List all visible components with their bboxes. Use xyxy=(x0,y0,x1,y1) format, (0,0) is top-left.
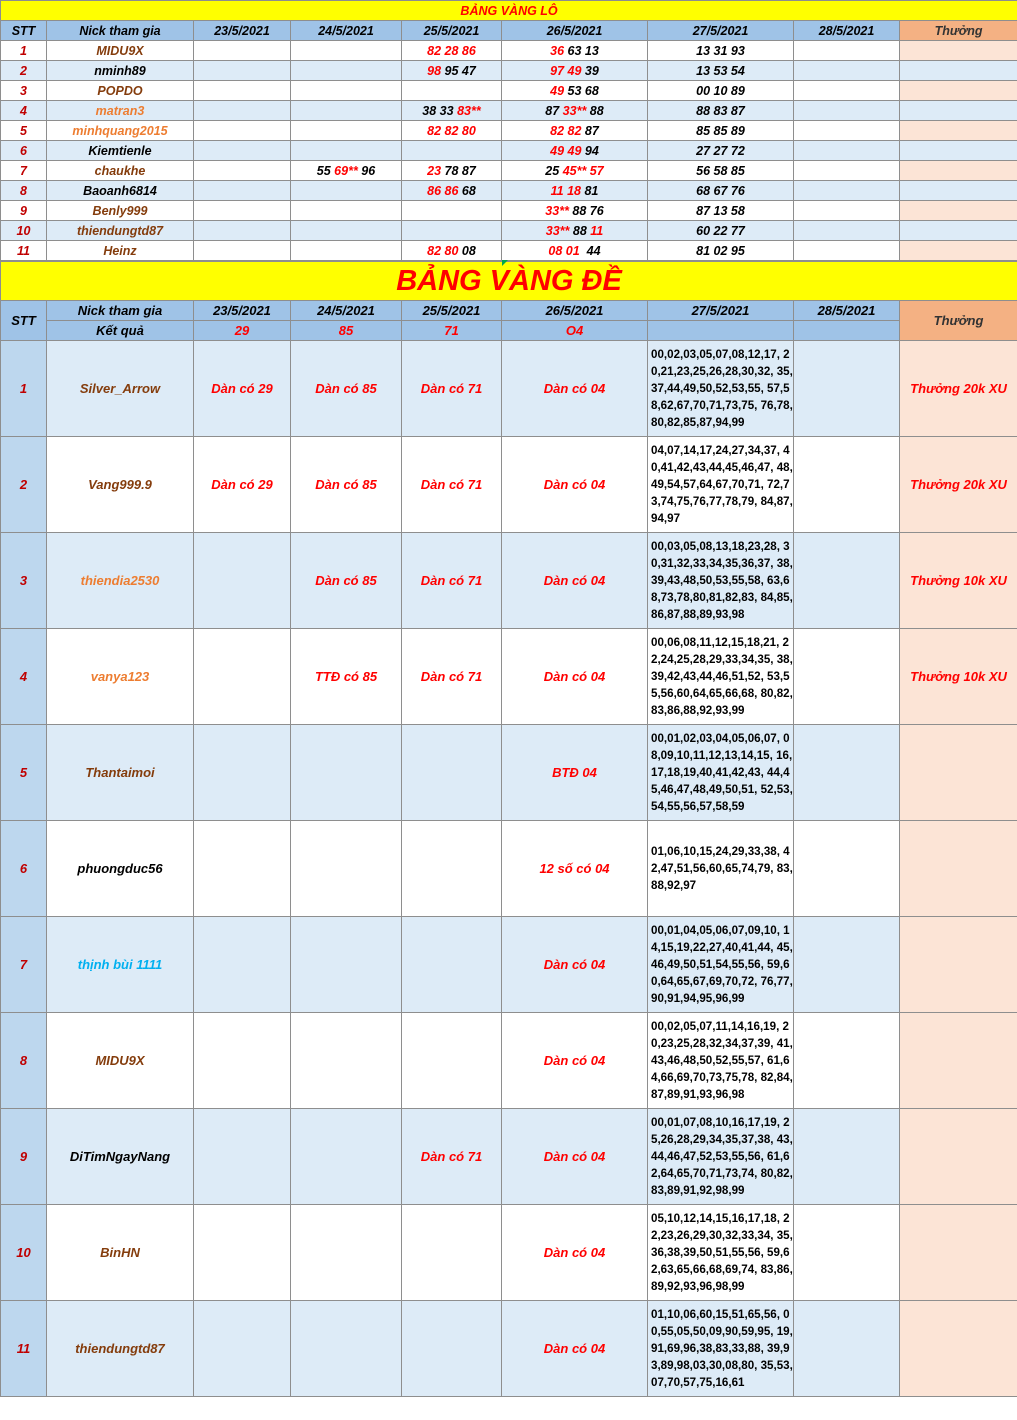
de-cell-c28 xyxy=(794,437,900,533)
de-cell-c26: Dàn có 04 xyxy=(502,1013,648,1109)
lo-cell-prize xyxy=(900,81,1017,101)
de-cell-c24 xyxy=(291,1013,402,1109)
lo-cell-c28 xyxy=(794,221,900,241)
lo-number: 49 xyxy=(550,83,565,98)
de-cell-c23: Dàn có 29 xyxy=(194,437,291,533)
de-cell-c28 xyxy=(794,1109,900,1205)
cell-comment-flag-icon xyxy=(502,260,508,266)
de-cell-prize xyxy=(900,917,1017,1013)
de-result-value: 85 xyxy=(291,321,402,341)
lo-cell-prize xyxy=(900,161,1017,181)
table-row xyxy=(1,81,1017,101)
row-stt: 6 xyxy=(1,821,47,917)
de-cell-c25 xyxy=(402,1013,502,1109)
lo-cell-c23 xyxy=(194,221,291,241)
de-cell-c26: Dàn có 04 xyxy=(502,437,648,533)
de-header-stt: STT xyxy=(1,301,47,341)
lo-number: 98 xyxy=(427,63,442,78)
table-row xyxy=(1,917,1017,1013)
row-nick: Silver_Arrow xyxy=(47,341,194,437)
de-cell-c26: Dàn có 04 xyxy=(502,1109,648,1205)
row-nick: BinHN xyxy=(47,1205,194,1301)
lo-cell-c27: 60 22 77 xyxy=(648,221,794,241)
lo-cell-c28 xyxy=(794,101,900,121)
lo-cell-c25 xyxy=(402,101,502,121)
lo-cell-c26 xyxy=(502,161,648,181)
de-number-list: 00,03,05,08,13,18,23,28, 30,31,32,33,34,35,36,37, 38,39,43,48,50,53,55,58, 63,68,73,78,80,81,82,83, 84,85,86,87,88,89,93,98 xyxy=(648,533,794,629)
de-cell-c25: Dàn có 71 xyxy=(402,629,502,725)
lo-number: 87 xyxy=(545,103,563,118)
row-stt: 5 xyxy=(1,121,47,141)
de-cell-c26: BTĐ 04 xyxy=(502,725,648,821)
table-row xyxy=(1,41,1017,61)
lo-cell-c24 xyxy=(291,241,402,261)
row-stt: 1 xyxy=(1,41,47,61)
de-cell-c25 xyxy=(402,1301,502,1397)
lo-cell-prize xyxy=(900,181,1017,201)
de-cell-c25 xyxy=(402,917,502,1013)
lo-cell-c25 xyxy=(402,141,502,161)
row-nick: Vang999.9 xyxy=(47,437,194,533)
row-nick: matran3 xyxy=(47,101,194,121)
de-header-date: 24/5/2021 xyxy=(291,301,402,321)
lo-number: 78 87 xyxy=(441,163,476,178)
lo-cell-c24 xyxy=(291,101,402,121)
lo-number: 63 13 xyxy=(564,43,599,58)
lo-cell-prize xyxy=(900,241,1017,261)
row-nick: Heinz xyxy=(47,241,194,261)
de-cell-prize xyxy=(900,1109,1017,1205)
lo-number: 38 33 xyxy=(422,103,458,118)
lo-cell-c25 xyxy=(402,121,502,141)
table-row xyxy=(1,341,1017,437)
lo-cell-c24 xyxy=(291,201,402,221)
de-cell-c25 xyxy=(402,1205,502,1301)
lo-header-row xyxy=(1,21,1017,41)
lo-header-nick: Nick tham gia xyxy=(47,21,194,41)
row-nick: thịnh bùi 1111 xyxy=(47,917,194,1013)
de-cell-prize xyxy=(900,1013,1017,1109)
lo-cell-prize xyxy=(900,201,1017,221)
row-stt: 7 xyxy=(1,161,47,181)
row-nick: Baoanh6814 xyxy=(47,181,194,201)
lo-number: 53 68 xyxy=(564,83,599,98)
lo-cell-c23 xyxy=(194,181,291,201)
lo-table xyxy=(0,0,1017,261)
row-nick: Kiemtienle xyxy=(47,141,194,161)
lo-cell-c26 xyxy=(502,201,648,221)
de-cell-prize xyxy=(900,1301,1017,1397)
lo-cell-c23 xyxy=(194,241,291,261)
lo-cell-c26 xyxy=(502,121,648,141)
de-number-list: 05,10,12,14,15,16,17,18, 22,23,26,29,30,32,33,34, 35,36,38,39,50,51,55,56, 59,62,63,65,66,68,69,74, 83,86,89,92,93,96,98,99 xyxy=(648,1205,794,1301)
de-cell-c25: Dàn có 71 xyxy=(402,437,502,533)
lo-cell-c26 xyxy=(502,241,648,261)
table-row xyxy=(1,141,1017,161)
lo-cell-c23 xyxy=(194,161,291,181)
lo-number: 36 xyxy=(550,43,565,58)
de-cell-c26: Dàn có 04 xyxy=(502,917,648,1013)
lo-number: 86 86 xyxy=(427,183,459,198)
de-cell-c24 xyxy=(291,1205,402,1301)
de-result-value: O4 xyxy=(502,321,648,341)
table-row xyxy=(1,101,1017,121)
row-stt: 10 xyxy=(1,221,47,241)
row-stt: 5 xyxy=(1,725,47,821)
de-cell-c25 xyxy=(402,821,502,917)
row-stt: 11 xyxy=(1,1301,47,1397)
row-nick: thiendia2530 xyxy=(47,533,194,629)
lo-number: 88 xyxy=(586,103,604,118)
row-stt: 8 xyxy=(1,1013,47,1109)
table-row xyxy=(1,821,1017,917)
lo-cell-c24 xyxy=(291,161,402,181)
lo-cell-prize xyxy=(900,141,1017,161)
de-cell-c28 xyxy=(794,533,900,629)
lo-number: 08 01 xyxy=(548,243,580,258)
row-stt: 3 xyxy=(1,533,47,629)
row-stt: 2 xyxy=(1,61,47,81)
lo-cell-c26 xyxy=(502,101,648,121)
de-cell-c28 xyxy=(794,341,900,437)
lo-number: 68 xyxy=(458,183,476,198)
lo-number: 11 18 xyxy=(550,183,581,198)
de-number-list: 00,01,02,03,04,05,06,07, 08,09,10,11,12,13,14,15, 16,17,18,19,40,41,42,43, 44,45,46,47,48,49,50,51, 52,53,54,55,56,57,58,59 xyxy=(648,725,794,821)
de-cell-c23 xyxy=(194,629,291,725)
de-cell-c28 xyxy=(794,1301,900,1397)
lo-cell-c25 xyxy=(402,181,502,201)
row-nick: thiendungtd87 xyxy=(47,221,194,241)
lo-cell-c26 xyxy=(502,41,648,61)
table-row xyxy=(1,533,1017,629)
lo-cell-c27: 27 27 72 xyxy=(648,141,794,161)
lo-cell-c28 xyxy=(794,141,900,161)
row-nick: phuongduc56 xyxy=(47,821,194,917)
table-row xyxy=(1,161,1017,181)
de-header-prize: Thưởng xyxy=(900,301,1017,341)
lo-cell-c27: 81 02 95 xyxy=(648,241,794,261)
de-cell-c23 xyxy=(194,725,291,821)
table-row xyxy=(1,121,1017,141)
lo-number: 49 49 xyxy=(550,143,582,158)
lo-cell-c24 xyxy=(291,221,402,241)
lo-cell-c28 xyxy=(794,181,900,201)
row-stt: 10 xyxy=(1,1205,47,1301)
de-cell-c24 xyxy=(291,1109,402,1205)
lo-cell-c23 xyxy=(194,141,291,161)
table-row xyxy=(1,1205,1017,1301)
lo-cell-c27: 88 83 87 xyxy=(648,101,794,121)
table-row xyxy=(1,221,1017,241)
lo-number: 45** 57 xyxy=(562,163,604,178)
lo-cell-c24 xyxy=(291,141,402,161)
de-number-list: 00,01,04,05,06,07,09,10, 14,15,19,22,27,40,41,44, 45,46,49,50,51,54,55,56, 59,60,64,65,67,69,70,72, 76,77,90,91,94,95,96,99 xyxy=(648,917,794,1013)
lo-cell-c26 xyxy=(502,181,648,201)
de-body xyxy=(1,341,1017,1397)
table-row xyxy=(1,1013,1017,1109)
lo-number: 97 49 xyxy=(550,63,582,78)
de-cell-c25: Dàn có 71 xyxy=(402,1109,502,1205)
de-number-list: 00,02,05,07,11,14,16,19, 20,23,25,28,32,34,37,39, 41,43,46,48,50,52,55,57, 61,64,66,69,70,73,75,78, 82,84,87,89,91,93,96,98 xyxy=(648,1013,794,1109)
lo-number: 88 xyxy=(569,223,591,238)
lo-header-date: 26/5/2021 xyxy=(502,21,648,41)
lo-number: 11 xyxy=(590,223,604,238)
lo-cell-c25 xyxy=(402,41,502,61)
row-nick: MIDU9X xyxy=(47,1013,194,1109)
lo-cell-prize xyxy=(900,61,1017,81)
lo-number: 25 xyxy=(545,163,563,178)
lo-cell-c23 xyxy=(194,121,291,141)
lo-header-prize: Thưởng xyxy=(900,21,1017,41)
de-cell-c28 xyxy=(794,917,900,1013)
de-cell-prize: Thưởng 20k XU xyxy=(900,437,1017,533)
lo-number: 82 82 xyxy=(550,123,582,138)
row-nick: minhquang2015 xyxy=(47,121,194,141)
lo-cell-c23 xyxy=(194,41,291,61)
lo-cell-c24 xyxy=(291,181,402,201)
de-cell-c23 xyxy=(194,1013,291,1109)
lo-cell-c26 xyxy=(502,141,648,161)
lo-body xyxy=(1,41,1017,261)
de-cell-c26: Dàn có 04 xyxy=(502,341,648,437)
lo-number: 81 xyxy=(580,183,599,198)
de-cell-prize xyxy=(900,725,1017,821)
de-cell-c26: Dàn có 04 xyxy=(502,629,648,725)
lo-cell-c24 xyxy=(291,81,402,101)
lo-cell-c25 xyxy=(402,241,502,261)
de-header-nick: Nick tham gia xyxy=(47,301,194,321)
row-nick: POPDO xyxy=(47,81,194,101)
lo-cell-c23 xyxy=(194,201,291,221)
lo-number: 33** xyxy=(562,103,587,118)
table-row xyxy=(1,241,1017,261)
de-number-list: 00,06,08,11,12,15,18,21, 22,24,25,28,29,33,34,35, 38,39,42,43,44,46,51,52, 53,55,56,60,64,65,66,68, 80,82,83,86,88,92,93,99 xyxy=(648,629,794,725)
de-number-list: 00,02,03,05,07,08,12,17, 20,21,23,25,26,28,30,32, 35,37,44,49,50,52,53,55, 57,58,62,67,70,71,73,75, 76,78,80,82,85,87,94,99 xyxy=(648,341,794,437)
lo-cell-c27: 00 10 89 xyxy=(648,81,794,101)
lo-cell-prize xyxy=(900,101,1017,121)
lo-cell-c27: 87 13 58 xyxy=(648,201,794,221)
lo-cell-c27: 56 58 85 xyxy=(648,161,794,181)
row-stt: 11 xyxy=(1,241,47,261)
de-result-label: Kết quả xyxy=(47,321,194,341)
lo-number: 33** xyxy=(545,203,569,218)
lo-cell-c26 xyxy=(502,61,648,81)
de-cell-c24 xyxy=(291,917,402,1013)
lo-number: 82 80 xyxy=(427,243,459,258)
lo-number: 39 xyxy=(581,63,599,78)
de-number-list: 00,01,07,08,10,16,17,19, 25,26,28,29,34,35,37,38, 43,44,46,47,52,53,55,56, 61,62,64,65,70,71,73,74, 80,82,83,89,91,92,98,99 xyxy=(648,1109,794,1205)
lo-number: 44 xyxy=(579,243,601,258)
de-cell-c26: 12 số có 04 xyxy=(502,821,648,917)
de-cell-prize: Thưởng 10k XU xyxy=(900,629,1017,725)
lo-cell-c25 xyxy=(402,161,502,181)
lo-cell-c25 xyxy=(402,81,502,101)
row-stt: 4 xyxy=(1,629,47,725)
de-number-list: 04,07,14,17,24,27,34,37, 40,41,42,43,44,45,46,47, 48,49,54,57,64,67,70,71, 72,73,74,75,76,77,78,79, 84,87,94,97 xyxy=(648,437,794,533)
de-cell-c26: Dàn có 04 xyxy=(502,1301,648,1397)
table-row xyxy=(1,1301,1017,1397)
de-cell-prize: Thưởng 20k XU xyxy=(900,341,1017,437)
de-cell-c26: Dàn có 04 xyxy=(502,1205,648,1301)
lo-title: BẢNG VÀNG LÔ xyxy=(1,1,1017,21)
de-result-value: 29 xyxy=(194,321,291,341)
lo-number: 88 76 xyxy=(568,203,604,218)
de-cell-c25: Dàn có 71 xyxy=(402,341,502,437)
de-cell-c25 xyxy=(402,725,502,821)
de-cell-prize xyxy=(900,1205,1017,1301)
lo-number: 33** xyxy=(545,223,570,238)
de-header-date: 26/5/2021 xyxy=(502,301,648,321)
lo-cell-c28 xyxy=(794,161,900,181)
de-cell-c28 xyxy=(794,1205,900,1301)
de-cell-c23 xyxy=(194,1301,291,1397)
lo-cell-c28 xyxy=(794,41,900,61)
lo-cell-c25 xyxy=(402,61,502,81)
lo-cell-prize xyxy=(900,121,1017,141)
lo-cell-c25 xyxy=(402,221,502,241)
lo-number: 55 xyxy=(316,163,335,178)
lo-header-date: 28/5/2021 xyxy=(794,21,900,41)
lo-cell-c27: 68 67 76 xyxy=(648,181,794,201)
de-header-date: 23/5/2021 xyxy=(194,301,291,321)
lo-cell-c24 xyxy=(291,121,402,141)
table-row xyxy=(1,437,1017,533)
de-cell-c24 xyxy=(291,1301,402,1397)
row-stt: 7 xyxy=(1,917,47,1013)
de-cell-c23 xyxy=(194,821,291,917)
row-stt: 2 xyxy=(1,437,47,533)
lo-cell-c23 xyxy=(194,81,291,101)
lo-header-date: 24/5/2021 xyxy=(291,21,402,41)
table-row xyxy=(1,61,1017,81)
lo-cell-c28 xyxy=(794,241,900,261)
de-cell-c28 xyxy=(794,725,900,821)
de-cell-prize xyxy=(900,821,1017,917)
lo-cell-c26 xyxy=(502,81,648,101)
lo-cell-c28 xyxy=(794,81,900,101)
lo-number: 95 47 xyxy=(441,63,476,78)
lo-header-date: 23/5/2021 xyxy=(194,21,291,41)
lo-cell-prize xyxy=(900,221,1017,241)
row-nick: Thantaimoi xyxy=(47,725,194,821)
de-cell-c28 xyxy=(794,629,900,725)
table-row xyxy=(1,629,1017,725)
de-cell-c24: TTĐ có 85 xyxy=(291,629,402,725)
row-nick: MIDU9X xyxy=(47,41,194,61)
de-cell-c24 xyxy=(291,821,402,917)
de-number-list: 01,06,10,15,24,29,33,38, 42,47,51,56,60,65,74,79, 83,88,92,97 xyxy=(648,821,794,917)
de-result-empty xyxy=(648,321,794,341)
row-stt: 8 xyxy=(1,181,47,201)
lo-number: 23 xyxy=(427,163,442,178)
table-row xyxy=(1,201,1017,221)
table-row xyxy=(1,1109,1017,1205)
lo-cell-c25 xyxy=(402,201,502,221)
row-stt: 9 xyxy=(1,1109,47,1205)
de-table xyxy=(0,261,1017,1397)
de-cell-c24 xyxy=(291,725,402,821)
de-cell-c23 xyxy=(194,917,291,1013)
de-cell-c24: Dàn có 85 xyxy=(291,437,402,533)
de-cell-c23 xyxy=(194,1205,291,1301)
lo-cell-c26 xyxy=(502,221,648,241)
row-nick: chaukhe xyxy=(47,161,194,181)
de-header-date: 25/5/2021 xyxy=(402,301,502,321)
lo-header-stt: STT xyxy=(1,21,47,41)
lo-number: 82 28 86 xyxy=(427,43,476,58)
lo-cell-c23 xyxy=(194,61,291,81)
lo-cell-c27: 13 31 93 xyxy=(648,41,794,61)
lo-number: 94 xyxy=(581,143,599,158)
row-stt: 4 xyxy=(1,101,47,121)
de-cell-prize: Thưởng 10k XU xyxy=(900,533,1017,629)
lo-cell-c24 xyxy=(291,41,402,61)
row-nick: thiendungtd87 xyxy=(47,1301,194,1397)
table-row xyxy=(1,725,1017,821)
row-stt: 6 xyxy=(1,141,47,161)
de-result-value: 71 xyxy=(402,321,502,341)
de-cell-c23 xyxy=(194,1109,291,1205)
de-cell-c24: Dàn có 85 xyxy=(291,341,402,437)
row-stt: 3 xyxy=(1,81,47,101)
lo-cell-c28 xyxy=(794,201,900,221)
de-cell-c28 xyxy=(794,821,900,917)
lo-cell-c27: 13 53 54 xyxy=(648,61,794,81)
lo-number: 08 xyxy=(458,243,476,258)
lo-header-date: 27/5/2021 xyxy=(648,21,794,41)
lo-number: 96 xyxy=(357,163,376,178)
lo-cell-c24 xyxy=(291,61,402,81)
row-nick: DiTimNgayNang xyxy=(47,1109,194,1205)
table-row xyxy=(1,181,1017,201)
row-nick: Benly999 xyxy=(47,201,194,221)
lo-number: 69** xyxy=(334,163,358,178)
row-stt: 1 xyxy=(1,341,47,437)
lo-number: 82 82 80 xyxy=(427,123,476,138)
row-nick: vanya123 xyxy=(47,629,194,725)
de-cell-c24: Dàn có 85 xyxy=(291,533,402,629)
de-cell-c28 xyxy=(794,1013,900,1109)
de-header-date: 28/5/2021 xyxy=(794,301,900,321)
row-stt: 9 xyxy=(1,201,47,221)
de-title: BẢNG VÀNG ĐỀ xyxy=(1,262,1017,301)
lo-cell-c23 xyxy=(194,101,291,121)
de-cell-c25: Dàn có 71 xyxy=(402,533,502,629)
lo-cell-c28 xyxy=(794,61,900,81)
de-result-empty xyxy=(794,321,900,341)
de-cell-c23 xyxy=(194,533,291,629)
lo-cell-c28 xyxy=(794,121,900,141)
de-number-list: 01,10,06,60,15,51,65,56, 00,55,05,50,09,90,59,95, 19,91,69,96,38,83,33,88, 39,93,89,98,03,30,08,80, 35,53,07,70,57,75,16,61 xyxy=(648,1301,794,1397)
lo-number: 87 xyxy=(581,123,599,138)
lo-header-date: 25/5/2021 xyxy=(402,21,502,41)
de-cell-c26: Dàn có 04 xyxy=(502,533,648,629)
lo-cell-prize xyxy=(900,41,1017,61)
de-header-date: 27/5/2021 xyxy=(648,301,794,321)
lo-number: 83** xyxy=(457,103,481,118)
row-nick: nminh89 xyxy=(47,61,194,81)
de-cell-c23: Dàn có 29 xyxy=(194,341,291,437)
lo-cell-c27: 85 85 89 xyxy=(648,121,794,141)
